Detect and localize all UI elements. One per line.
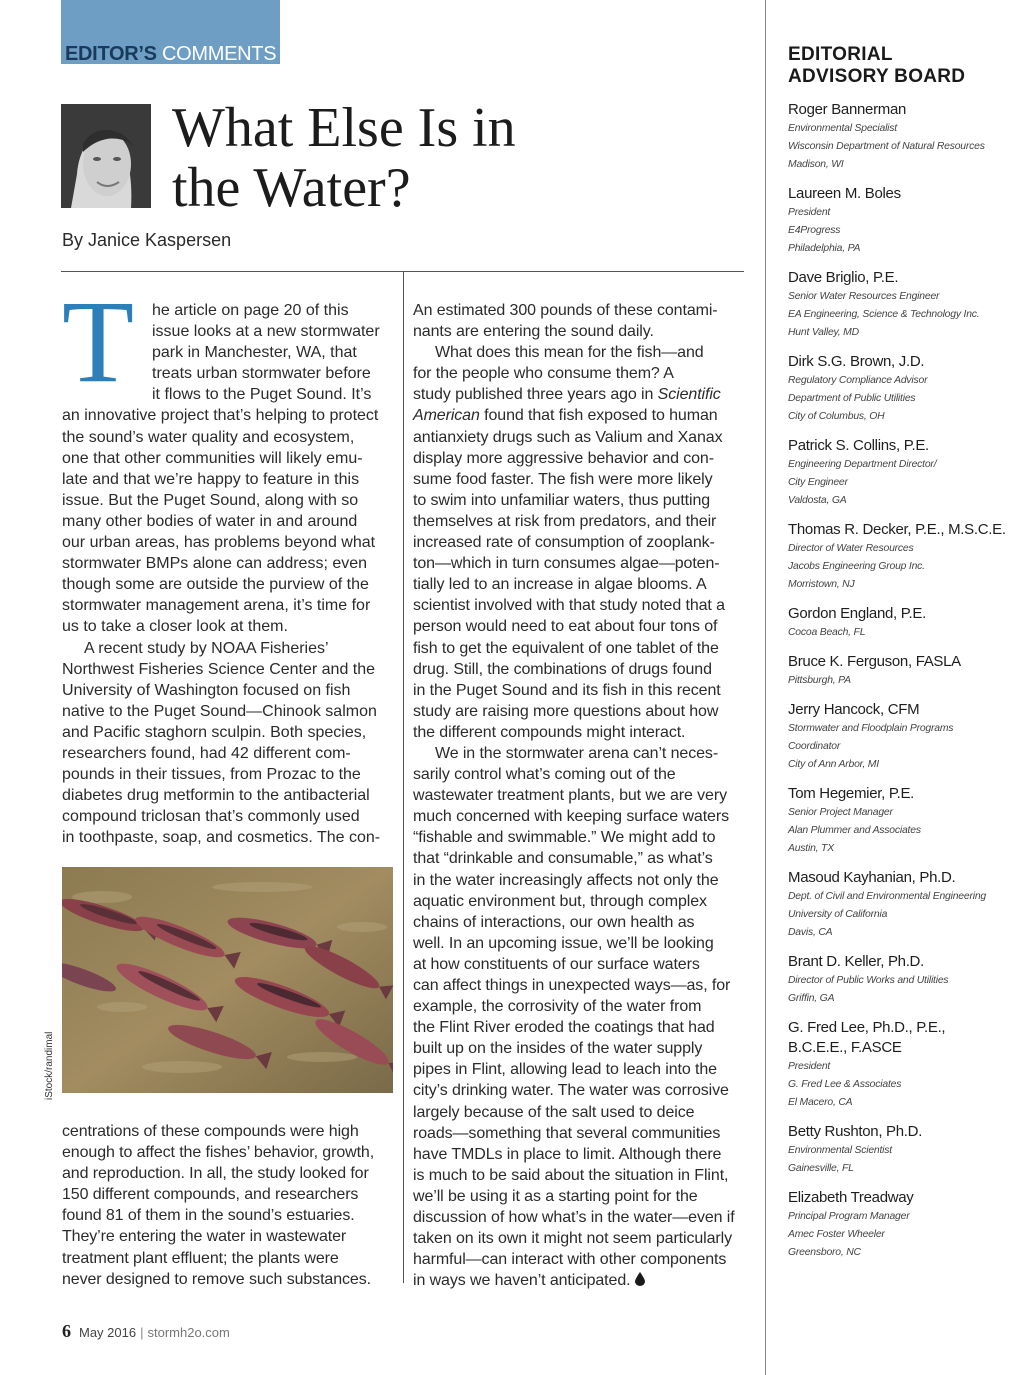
board-member-detail: Stormwater and Floodplain Programs xyxy=(788,723,954,734)
board-member-detail: El Macero, CA xyxy=(788,1097,853,1108)
page-number: 6 xyxy=(62,1321,71,1341)
board-member-name: B.C.E.E., F.ASCE xyxy=(788,1039,902,1056)
board-member-detail: Cocoa Beach, FL xyxy=(788,627,866,638)
salmon-photo-icon xyxy=(62,867,393,1093)
author-portrait xyxy=(61,104,151,208)
board-member-detail: E4Progress xyxy=(788,225,841,236)
board-member-name: Betty Rushton, Ph.D. xyxy=(788,1123,923,1140)
board-member-detail: City of Columbus, OH xyxy=(788,411,885,422)
board-member-detail: Department of Public Utilities xyxy=(788,393,916,404)
board-member-name: Thomas R. Decker, P.E., M.S.C.E. xyxy=(788,521,1006,538)
board-member-detail: City Engineer xyxy=(788,477,848,488)
board-member-name: G. Fred Lee, Ph.D., P.E., xyxy=(788,1019,946,1036)
board-member-name: Bruce K. Ferguson, FASLA xyxy=(788,653,961,670)
board-member-detail: Environmental Scientist xyxy=(788,1145,892,1156)
board-member-name: Dirk S.G. Brown, J.D. xyxy=(788,353,925,370)
board-member-detail: Jacobs Engineering Group Inc. xyxy=(788,561,925,572)
board-member-detail: Dept. of Civil and Environmental Engineering xyxy=(788,891,986,902)
board-member-name: Roger Bannerman xyxy=(788,101,907,118)
board-member xyxy=(788,784,1018,858)
board-member-detail: President xyxy=(788,207,831,218)
board-member-name: Tom Hegemier, P.E. xyxy=(788,785,915,802)
board-member-detail: Director of Public Works and Utilities xyxy=(788,975,949,986)
board-member-detail: President xyxy=(788,1061,831,1072)
board-title: EDITORIAL ADVISORY BOARD xyxy=(788,44,966,87)
board-member-detail: Hunt Valley, MD xyxy=(788,327,859,338)
drop-cap: T xyxy=(62,276,135,407)
board-member xyxy=(788,604,1018,642)
water-drop-icon xyxy=(635,1271,645,1292)
board-member-detail: G. Fred Lee & Associates xyxy=(788,1079,902,1090)
board-member-detail: Regulatory Compliance Advisor xyxy=(788,375,928,386)
board-member-detail: Morristown, NJ xyxy=(788,579,855,590)
board-member-detail: Principal Program Manager xyxy=(788,1211,910,1222)
board-member-detail: Philadelphia, PA xyxy=(788,243,861,254)
section-tag xyxy=(61,0,280,64)
board-member-detail: Griffin, GA xyxy=(788,993,835,1004)
board-member xyxy=(788,868,1018,942)
board-member-detail: City of Ann Arbor, MI xyxy=(788,759,879,770)
board-member xyxy=(788,1122,1018,1178)
site-link[interactable]: stormh2o.com xyxy=(147,1325,230,1340)
board-member xyxy=(788,1188,1018,1262)
board-member xyxy=(788,436,1018,510)
board-member-detail: Alan Plummer and Associates xyxy=(788,825,921,836)
board-member-detail: Greensboro, NC xyxy=(788,1247,861,1258)
board-member-detail: Wisconsin Department of Natural Resources xyxy=(788,141,985,152)
board-member-detail: Davis, CA xyxy=(788,927,833,938)
board-member xyxy=(788,952,1018,1008)
board-member-detail: Engineering Department Director/ xyxy=(788,459,937,470)
board-member-detail: Environmental Specialist xyxy=(788,123,897,134)
board-member-detail: Pittsburgh, PA xyxy=(788,675,851,686)
board-member xyxy=(788,100,1018,174)
board-member xyxy=(788,652,1018,690)
paragraph-2-continued: centrations of these compounds were high enough to affect the fishes’ behavior, growth, and reproduction. In all, the study looked for 150 different compounds, and researchers found 81 of them in the sound’s estuaries. They’re entering the water in wastewater treatment plant effluent; the plants were never designed to remove such substances. xyxy=(62,1123,375,1288)
page-footer: 6 May 2016 | stormh2o.com xyxy=(62,1321,230,1341)
board-member-name: Jerry Hancock, CFM xyxy=(788,701,920,718)
article-title: What Else Is in the Water? xyxy=(172,97,516,219)
board-member-detail: Valdosta, GA xyxy=(788,495,847,506)
board-list xyxy=(788,100,1018,1272)
board-member xyxy=(788,520,1018,594)
board-member-detail: Director of Water Resources xyxy=(788,543,914,554)
column-divider xyxy=(403,271,404,1283)
board-member-name: Brant D. Keller, Ph.D. xyxy=(788,953,924,970)
board-member-detail: Senior Water Resources Engineer xyxy=(788,291,940,302)
board-member-detail: EA Engineering, Science & Technology Inc. xyxy=(788,309,980,320)
board-member-detail: Madison, WI xyxy=(788,159,844,170)
sidebar-divider xyxy=(765,0,766,1375)
board-member xyxy=(788,184,1018,258)
board-member xyxy=(788,1018,1018,1112)
board-member-name: Patrick S. Collins, P.E. xyxy=(788,437,929,454)
paragraph-1: he article on page 20 of this issue looks at a new stormwater park in Manchester, WA, that treats urban stormwater before it flows to the Puget Sound. It’s an innovative project that’s helping to protect the sound’s water quality and ecosystem, one that other communities will likely emu- late and that we’re happy to feature in this issue. But the Puget Sound, along with so many other bodies of water in and around our urban areas, has problems beyond what stormwater BMPs alone can address; even though some are outside the purview of the stormwater management arena, it’s time for us to take a closer look at them. A recent study by NOAA Fisheries’ Northwest Fisheries Science Center and the University of Washington focused on fish native to the Puget Sound—Chinook salmon and Pacific staghorn sculpin. Both species, researchers found, had 42 different com- pounds in their tissues, from Prozac to the diabetes drug metformin to the antibacterial compound triclosan that’s commonly used in toothpaste, soap, and cosmetics. The con- xyxy=(62,302,381,847)
board-member-name: Elizabeth Treadway xyxy=(788,1189,914,1206)
board-member-name: Laureen M. Boles xyxy=(788,185,901,202)
board-member-detail: Amec Foster Wheeler xyxy=(788,1229,885,1240)
board-member-name: Masoud Kayhanian, Ph.D. xyxy=(788,869,956,886)
board-member-detail: Austin, TX xyxy=(788,843,834,854)
board-member xyxy=(788,268,1018,342)
byline: By Janice Kaspersen xyxy=(62,230,232,250)
photo-credit: iStock/randimal xyxy=(44,1031,55,1100)
issue-date: May 2016 xyxy=(79,1325,137,1340)
board-member-detail: Coordinator xyxy=(788,741,841,752)
article-column-2: An estimated 300 pounds of these contami- nants are entering the sound daily. What does this mean for the fish—and for the people who consume them? A study published three years ago in Scientific American found that fish exposed to human antianxiety drugs such as Valium and Xanax display more aggressive behavior and con- sume food faster. The fish were more likely to swim into unfamiliar waters, thus putting themselves at risk from predators, and their increased rate of consumption of zooplank- ton—which in turn consumes algae—poten- tially led to an increase in algae blooms. A scientist involved with that study noted that a person would need to eat about four tons of fish to get the equivalent of one tablet of the drug. Still, the combinations of drugs found in the Puget Sound and its fish in this recent study are raising more questions about how the different compounds might interact. We in the stormwater arena can’t neces- sarily control what’s coming out of the wastewater treatment plants, but we are very much concerned with keeping surface waters “fishable and swimmable.” We might add to that “drinkable and consumable,” as what’s in the water increasingly affects not only the aquatic environment but, through complex chains of interactions, our own health as well. In an upcoming issue, we’ll be looking at how constituents of our surface waters can affect things in unexpected ways—as, for example, the corrosivity of the water from the Flint River eroded the coatings that had built up on the insides of the water supply pipes in Flint, allowing lead to leach into the city’s drinking water. The water was corrosive largely because of the salt used to deice roads—something that several communities have TMDLs in place to limit. Although there is much to be said about the situation in Flint, we’ll be using it as a starting point for the discussion of how what’s in the water—even if taken on its own it might not seem particularly harmful—can interact with other components in ways we haven’t anticipated. xyxy=(413,300,753,1292)
board-member xyxy=(788,700,1018,774)
board-member-detail: Gainesville, FL xyxy=(788,1163,854,1174)
board-member-name: Dave Briglio, P.E. xyxy=(788,269,899,286)
board-member-detail: University of California xyxy=(788,909,888,920)
section-label: EDITOR’S COMMENTS xyxy=(65,43,277,65)
board-member-name: Gordon England, P.E. xyxy=(788,605,926,622)
board-member-detail: Senior Project Manager xyxy=(788,807,893,818)
board-member xyxy=(788,352,1018,426)
